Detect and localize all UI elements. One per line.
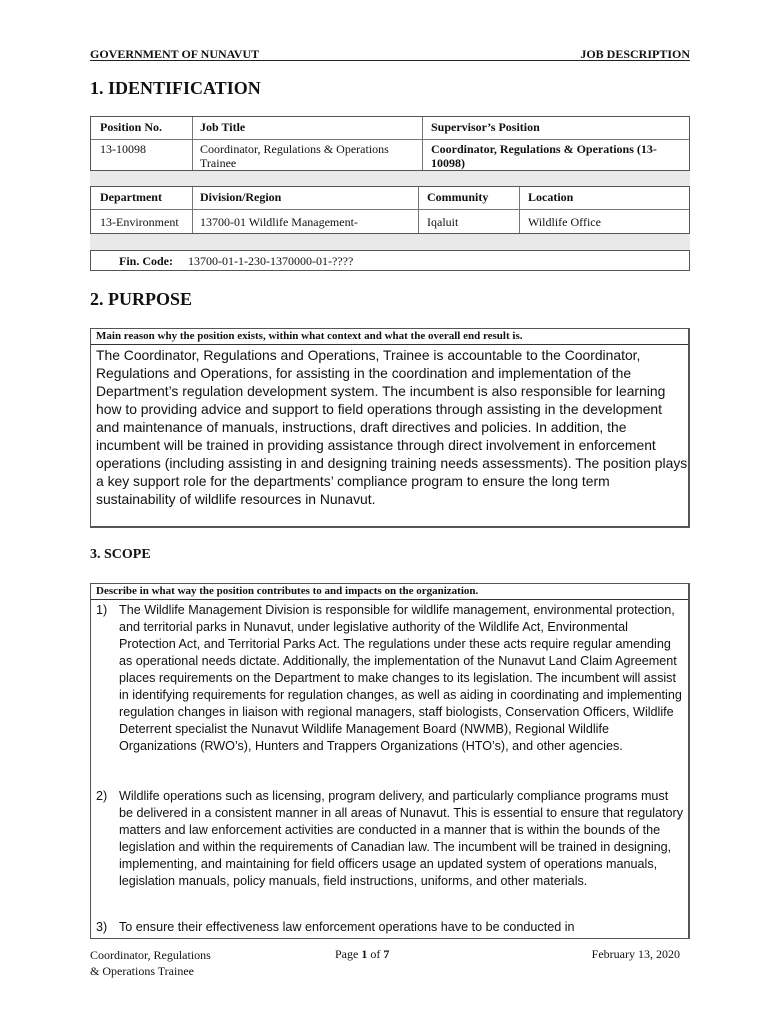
header-org: GOVERNMENT OF NUNAVUT — [90, 47, 260, 61]
scope-item-number: 3) — [96, 920, 108, 934]
scope-item-number: 1) — [96, 603, 108, 617]
fin-code-row — [90, 250, 690, 271]
job-title-header: Job Title — [200, 120, 246, 134]
job-title-value: Coordinator, Regulations & Operations Trainee — [200, 142, 389, 170]
scope-heading: 3. SCOPE — [90, 547, 151, 562]
location-value: Wildlife Office — [528, 215, 601, 229]
page-number — [335, 947, 389, 962]
purpose-text: The Coordinator, Regulations and Operations, Trainee is accountable to the Coordinator, Regulations and Operations, for assisting in the coordination and implementation of the Department’s regulation development system. The incumbent is also responsible for learning how to providing advice and support to field operations through assisting in the development and maintenance of manuals, instructions, draft directives and policies. In addition, the incumbent will be trained in providing assistance through direct involvement in enforcement operations (including assisting in and designing training needs assessments). The position plays a key support role for the departments’ compliance program to ensure the long term sustainability of wildlife resources in Nunavut. — [96, 347, 688, 507]
fin-code-label: Fin. Code: — [119, 254, 173, 268]
footer-title — [90, 947, 211, 979]
position-no-header: Position No. — [100, 120, 163, 134]
identification-table-1 — [90, 116, 690, 171]
supervisor-position-header: Supervisor’s Position — [431, 120, 540, 134]
position-no-value: 13-10098 — [100, 142, 146, 156]
community-header: Community — [427, 190, 489, 204]
department-header: Department — [100, 190, 162, 204]
department-value: 13-Environment — [100, 215, 179, 229]
supervisor-position-value: Coordinator, Regulations & Operations (13-10098) — [431, 142, 657, 170]
header-rule — [90, 60, 690, 61]
footer-date: February 13, 2020 — [591, 947, 680, 961]
footer-title-line-1: Coordinator, Regulations — [90, 948, 211, 962]
page-of: of — [367, 947, 384, 961]
page-current: 1 — [361, 947, 368, 961]
identification-table-2 — [90, 186, 690, 234]
division-region-header: Division/Region — [200, 190, 282, 204]
header-doc-type: JOB DESCRIPTION — [580, 47, 690, 61]
page-prefix: Page — [335, 947, 362, 961]
table-spacer — [90, 171, 690, 186]
page-total: 7 — [383, 947, 390, 961]
community-value: Iqaluit — [427, 215, 459, 229]
table-spacer-2 — [90, 234, 690, 250]
footer-title-line-2: & Operations Trainee — [90, 964, 194, 978]
scope-item-text: The Wildlife Management Division is responsible for wildlife management, environmental protection, and territorial parks in Nunavut, under legislative authority of the Wildlife Act, Environmental Protection Act, and Territorial Parks Act. The regulations under these acts require regular amending as operational needs dictate. Additionally, the implementation of the Nunavut Land Claim Agreement places requirements on the Department to make changes to its legislation. The incumbent will assist in identifying requirements for regulation changes, as well as aiding in coordinating and implementing regulation changes in liaison with regional managers, staff biologists, Conservation Officers, Wildlife Deterrent specialist the Nunavut Wildlife Management Board (NWMB), Regional Wildlife Organizations (RWO’s), Hunters and Trappers Organizations (HTO’s), and other agencies. — [119, 603, 682, 753]
scope-label: Describe in what way the position contributes to and impacts on the organization. — [96, 585, 479, 597]
scope-item-text: To ensure their effectiveness law enforcement operations have to be conducted in — [119, 920, 575, 934]
scope-item-text: Wildlife operations such as licensing, program delivery, and particularly compliance programs must be delivered in a consistent manner in all areas of Nunavut. This is essential to ensure that regulatory matters and law enforcement activities are conducted in a manner that is within the bounds of the legislation and within the requirements of Canadian law. The incumbent will be trained in designing, implementing, and maintaining for field officers usage an updated system of operations manuals, legislation manuals, policy manuals, field instructions, uniforms, and other materials. — [119, 789, 684, 888]
scope-item-number: 2) — [96, 789, 108, 803]
purpose-label: Main reason why the position exists, within what context and what the overall end result is. — [96, 330, 523, 342]
location-header: Location — [528, 190, 574, 204]
division-region-value: 13700-01 Wildlife Management- — [200, 215, 358, 229]
identification-heading: 1. IDENTIFICATION — [90, 78, 261, 98]
purpose-heading: 2. PURPOSE — [90, 289, 193, 309]
fin-code-value: 13700-01-1-230-1370000-01-???? — [188, 254, 354, 268]
